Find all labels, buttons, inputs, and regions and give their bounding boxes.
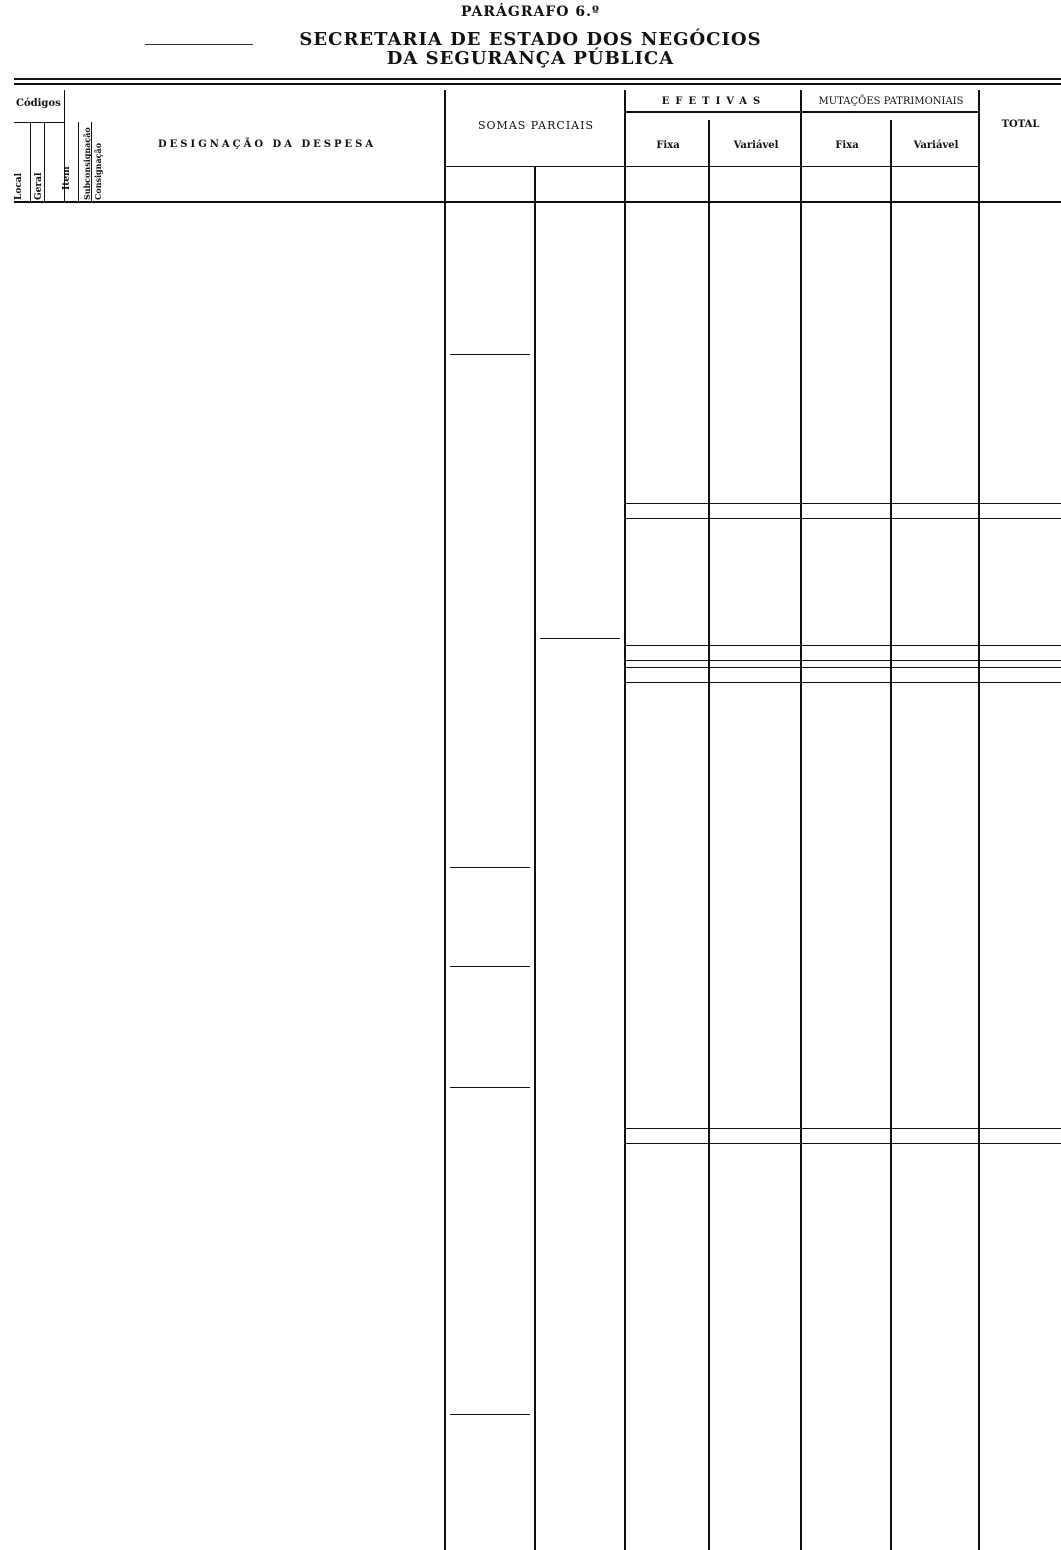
- sum-rule: [802, 1143, 890, 1144]
- sum-rule: [626, 518, 708, 519]
- sum-rule: [626, 660, 708, 661]
- sum-rule: [892, 1128, 978, 1129]
- sum-rule: [892, 660, 978, 661]
- sum-rule: [980, 682, 1061, 683]
- header-designacao: DESIGNAÇÃO DA DESPESA: [158, 139, 377, 150]
- header-efetivas: EFETIVAS: [661, 96, 767, 107]
- header-mutacoes: MUTAÇÕES PATRIMONIAIS: [818, 96, 964, 107]
- sum-rule: [626, 1128, 708, 1129]
- column-divider: [978, 90, 980, 1550]
- subtotal-rule: [450, 354, 530, 355]
- sum-rule: [802, 682, 890, 683]
- code-column-divider: [44, 122, 45, 201]
- sum-rule: [802, 518, 890, 519]
- sum-rule: [626, 1143, 708, 1144]
- subtotal-rule: [540, 638, 620, 639]
- sum-rule: [980, 503, 1061, 504]
- sum-rule: [710, 682, 800, 683]
- header-bottom-rule: [14, 201, 1061, 203]
- table-top-rule: [14, 78, 1061, 80]
- column-divider: [890, 120, 892, 1550]
- header-codigos: Códigos: [16, 98, 61, 109]
- column-divider: [800, 90, 802, 1550]
- sum-rule: [626, 503, 708, 504]
- sum-rule: [626, 667, 708, 668]
- sum-rule: [892, 667, 978, 668]
- sum-rule: [892, 503, 978, 504]
- code-column-divider: [78, 122, 79, 201]
- subheader-rule: [446, 166, 980, 167]
- sum-rule: [802, 503, 890, 504]
- header-total: TOTAL: [1001, 119, 1040, 130]
- sum-rule: [980, 645, 1061, 646]
- mutacoes-rule: [802, 111, 980, 113]
- header-mutacoes-fixa: Fixa: [835, 140, 859, 151]
- sum-rule: [980, 1128, 1061, 1129]
- header-consignacao: Consignação: [93, 142, 103, 200]
- sum-rule: [710, 645, 800, 646]
- codigos-rule: [14, 122, 64, 123]
- sum-rule: [626, 645, 708, 646]
- header-mutacoes-variavel: Variável: [913, 140, 959, 151]
- sum-rule: [710, 1128, 800, 1129]
- sum-rule: [802, 667, 890, 668]
- subtotal-rule: [450, 966, 530, 967]
- subtotal-rule: [450, 1414, 530, 1415]
- sum-rule: [802, 645, 890, 646]
- header-local: Local: [14, 172, 24, 200]
- sum-rule: [892, 518, 978, 519]
- sum-rule: [710, 660, 800, 661]
- sum-rule: [802, 660, 890, 661]
- subtotal-rule: [450, 1087, 530, 1088]
- header-efetivas-fixa: Fixa: [656, 140, 680, 151]
- sum-rule: [710, 503, 800, 504]
- sum-rule: [892, 645, 978, 646]
- header-efetivas-variavel: Variável: [733, 140, 779, 151]
- sum-rule: [710, 1143, 800, 1144]
- header-somas-parciais: SOMAS PARCIAIS: [478, 119, 594, 132]
- subtotal-rule: [450, 867, 530, 868]
- sum-rule: [802, 1128, 890, 1129]
- efetivas-rule: [626, 111, 802, 113]
- sum-rule: [710, 518, 800, 519]
- header-geral: Geral: [34, 172, 44, 200]
- column-divider: [624, 90, 626, 1550]
- title-line-2: DA SEGURANÇA PÚBLICA: [386, 48, 675, 69]
- sum-rule: [980, 518, 1061, 519]
- column-divider: [534, 166, 536, 1550]
- page-title: [0, 30, 1061, 68]
- sum-rule: [892, 682, 978, 683]
- sum-rule: [710, 667, 800, 668]
- sum-rule: [980, 660, 1061, 661]
- sum-rule: [980, 1143, 1061, 1144]
- paragraph-heading: PARÁGRAFO 6.º: [461, 4, 600, 20]
- column-divider: [708, 120, 710, 1550]
- header-item: Item: [62, 166, 72, 190]
- title-line-1: SECRETARIA DE ESTADO DOS NEGÓCIOS: [299, 29, 762, 50]
- column-divider: [444, 90, 446, 1550]
- header-subconsignacao: Subconsignação: [82, 127, 92, 200]
- code-column-divider: [30, 122, 31, 201]
- table-top-rule: [14, 83, 1061, 85]
- sum-rule: [892, 1143, 978, 1144]
- sum-rule: [980, 667, 1061, 668]
- sum-rule: [626, 682, 708, 683]
